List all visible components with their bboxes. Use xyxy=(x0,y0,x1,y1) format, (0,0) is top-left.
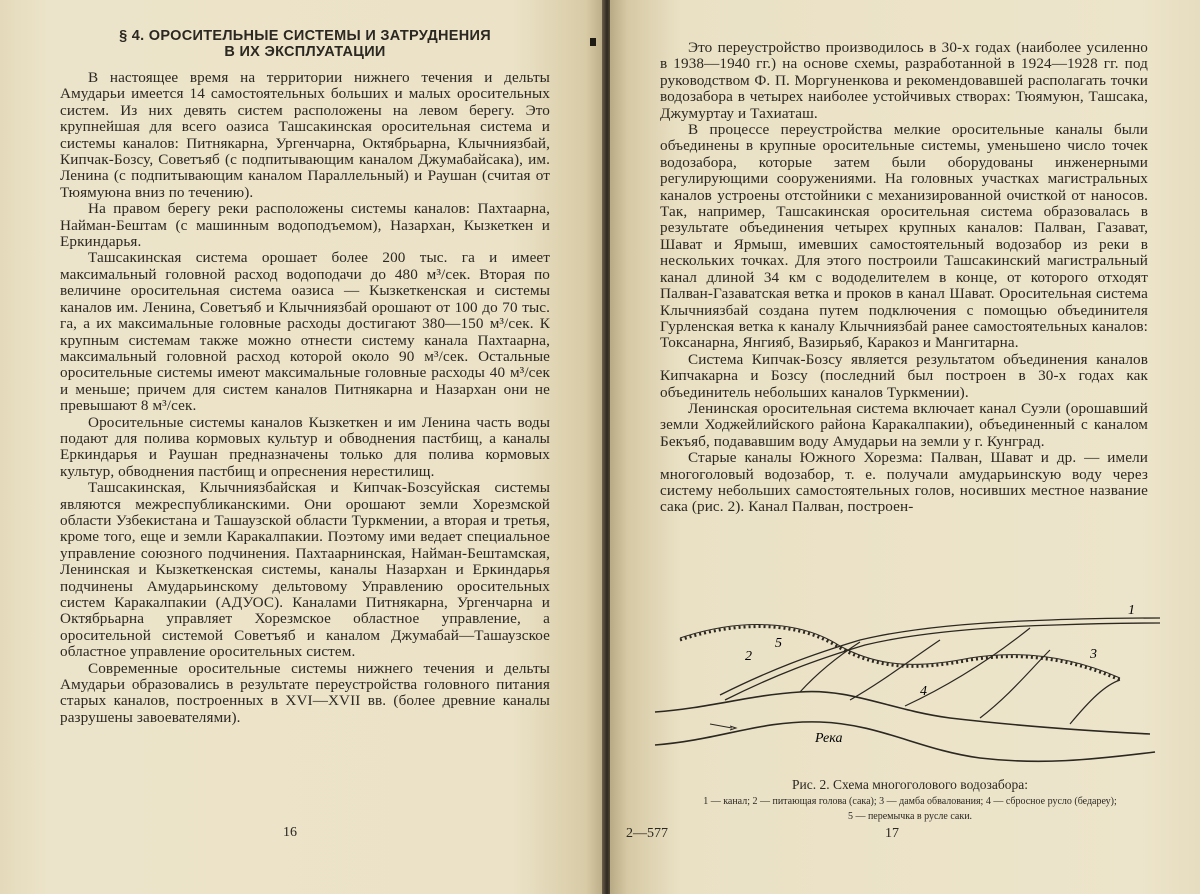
section-heading-line1: § 4. ОРОСИТЕЛЬНЫЕ СИСТЕМЫ И ЗАТРУДНЕНИЯ xyxy=(119,28,491,44)
right-page-text xyxy=(660,40,1148,516)
page-number: 16 xyxy=(283,825,297,840)
figure-label-3: 3 xyxy=(1090,647,1097,662)
flow-arrow xyxy=(710,724,732,728)
spillway xyxy=(1070,680,1120,724)
paragraph: Ташсакинская система орошает более 200 тыс. га и имеет максимальный головной расход водоподачи до 480 м³/сек. Вторая по величине оросительная система оазиса — Кызкеткенская и системы каналов им. Ленина, Советъяб и Клычниязбай орошают от 100 до 70 тыс. га, а их максимальные головные расходы достигают 380—150 м³/сек. К крупным системам также можно отнести систему канала Пахтаарна, максимальный головной расход которой около 90 м³/сек. Остальные оросительные системы имеют максимальные головные расходы 40 м³/сек и меньше; причем для систем каналов Питнякарна и Назархан они не превышают 8 м³/сек. xyxy=(60,249,550,415)
figure-legend-line2: 5 — перемычка в русле саки. xyxy=(847,811,973,822)
binding-mark xyxy=(590,38,596,46)
paragraph: Система Кипчак-Бозсу является результатом объединения каналов Кипчакарна и Бозсу (последний был построен в 30-х годах как объединитель небольших каналов Туркмении). xyxy=(660,350,1148,401)
left-page-text xyxy=(60,28,550,726)
figure-legend-line1: 1 — канал; 2 — питающая голова (сака); 3 — дамба обвалования; 4 — сбросное русло (бедареу); xyxy=(703,796,1117,807)
figure-label-river: Река xyxy=(815,731,843,746)
signature-mark: 2—577 xyxy=(626,826,668,841)
section-heading-line2: В ИХ ЭКСПЛУАТАЦИИ xyxy=(224,44,386,60)
paragraph: Современные оросительные системы нижнего течения и дельты Амударьи образовались в результате переустройства головного питания старых каналов, построенных в XVI—XVII вв. (более древние каналы разрушены завоевателями). xyxy=(60,659,550,726)
paragraph: Это переустройство производилось в 30-х годах (наиболее усиленно в 1938—1940 гг.) на основе схемы, разработанной в 1924—1928 гг. под руководством Ф. П. Моргуненкова и рекомендовавшей располагать точки водозабора в четырех наиболее устойчивых створах: Тюямуюн, Ташсака, Джумуртау и Тахиаташ. xyxy=(660,39,1148,122)
spillway xyxy=(980,650,1050,718)
section-heading xyxy=(60,28,550,60)
paragraph: На правом берегу реки расположены системы каналов: Пахтаарна, Найман-Бештам (с машинным водоподъемом), Назархан, Кызкеткен и Еркиндарья. xyxy=(60,200,550,251)
page-number: 17 xyxy=(885,826,899,841)
figure-label-1: 1 xyxy=(1128,603,1135,618)
figure-label-5: 5 xyxy=(775,636,782,651)
paragraph: Ташсакинская, Клычниязбайская и Кипчак-Бозсуйская системы являются межреспубликанскими. Они орошают земли Хорезмской области Узбекистана и Ташаузской области Туркмении, а вторая и третья, кроме того, еще и земли Каракалпакии. Поэтому ими ведает специальное управление союзного подчинения. Пахтаарнинская, Найман-Бештамская, Ленинская и Кызкеткенская системы, каналы Назархан и Еркиндарья подчинены Амударьинскому дельтовому Управлению оросительных систем Каракалпакии (АДУОС). Каналами Питнякарна, Ургенчарна и Октябрьарна управляет Хорезмское областное управление, а оросительной системой Советъяб и каналом Джумабай—Ташаузское областное управление оросительных систем. xyxy=(60,479,550,661)
right-page xyxy=(610,0,1200,894)
paragraph: В процессе переустройства мелкие оросительные каналы были объединены в крупные оросительные системы, уменьшено число точек водозабора, которые затем были оборудованы инженерными регулирующими сооружениями. На головных участках магистральных каналов устроены отстойники с механизированной очисткой от наносов. Так, например, Ташсакинская оросительная система образовалась в результате объединения четырех крупных каналов: Палван, Газават, Шават и Ярмыш, имевших самостоятельный водозабор из реки в нескольких точках. Для этого построили Ташсакинский магистральный канал длиной 34 км с вододелителем в конце, от которого отходят Палван-Газаватская ветка и проков в канал Шават. Оросительная система Клычниязбай создана путем подключения с помощью объединителя Гурленская ветка к каналу Клычниязбай ранее самостоятельных каналов: Токсанарна, Янгияб, Вазирьяб, Каракоз и Мангитарна. xyxy=(660,121,1148,352)
paragraph: Оросительные системы каналов Кызкеткен и им Ленина часть воды подают для полива кормовых культур и обводнения пастбищ, а каналы Еркиндарья и Раушан предназначены только для полива кормовых культур, обводнения пастбищ и опреснения нерестилищ. xyxy=(60,413,550,480)
figure-caption xyxy=(650,777,1170,823)
paragraph: Ленинская оросительная система включает канал Суэли (орошавший земли Ходжейлийского района Каракалпакии), объединенный с каналом Бекъяб, подававшим воду Амударьи на земли у г. Кунград. xyxy=(660,399,1148,450)
figure-diagram xyxy=(650,600,1170,775)
figure-label-4: 4 xyxy=(920,684,927,699)
paragraph: Старые каналы Южного Хорезма: Палван, Шават и др. — имели многоголовый водозабор, т. е. получали амударьинскую воду через систему небольших самостоятельных голов, носивших местное название сака (рис. 2). Канал Палван, построен- xyxy=(660,449,1148,516)
figure-title: Рис. 2. Схема многоголового водозабора: xyxy=(792,777,1028,792)
paragraph: В настоящее время на территории нижнего течения и дельты Амударьи имеется 14 самостоятельных больших и малых оросительных систем. Из них девять систем расположены на левом берегу. Это крупнейшая для всего оазиса Ташсакинская оросительная система и системы каналов: Питнякарна, Ургенчарна, Октябрьарна, Клычниязбай, Кипчак-Бозсу, Советъяб (с подпитывающим каналом Джумабайсака), им. Ленина (с подпитывающим каналом Параллельный) и Раушан (считая от Тюямуюна вниз по течению). xyxy=(60,69,550,201)
figure-label-2: 2 xyxy=(745,649,752,664)
